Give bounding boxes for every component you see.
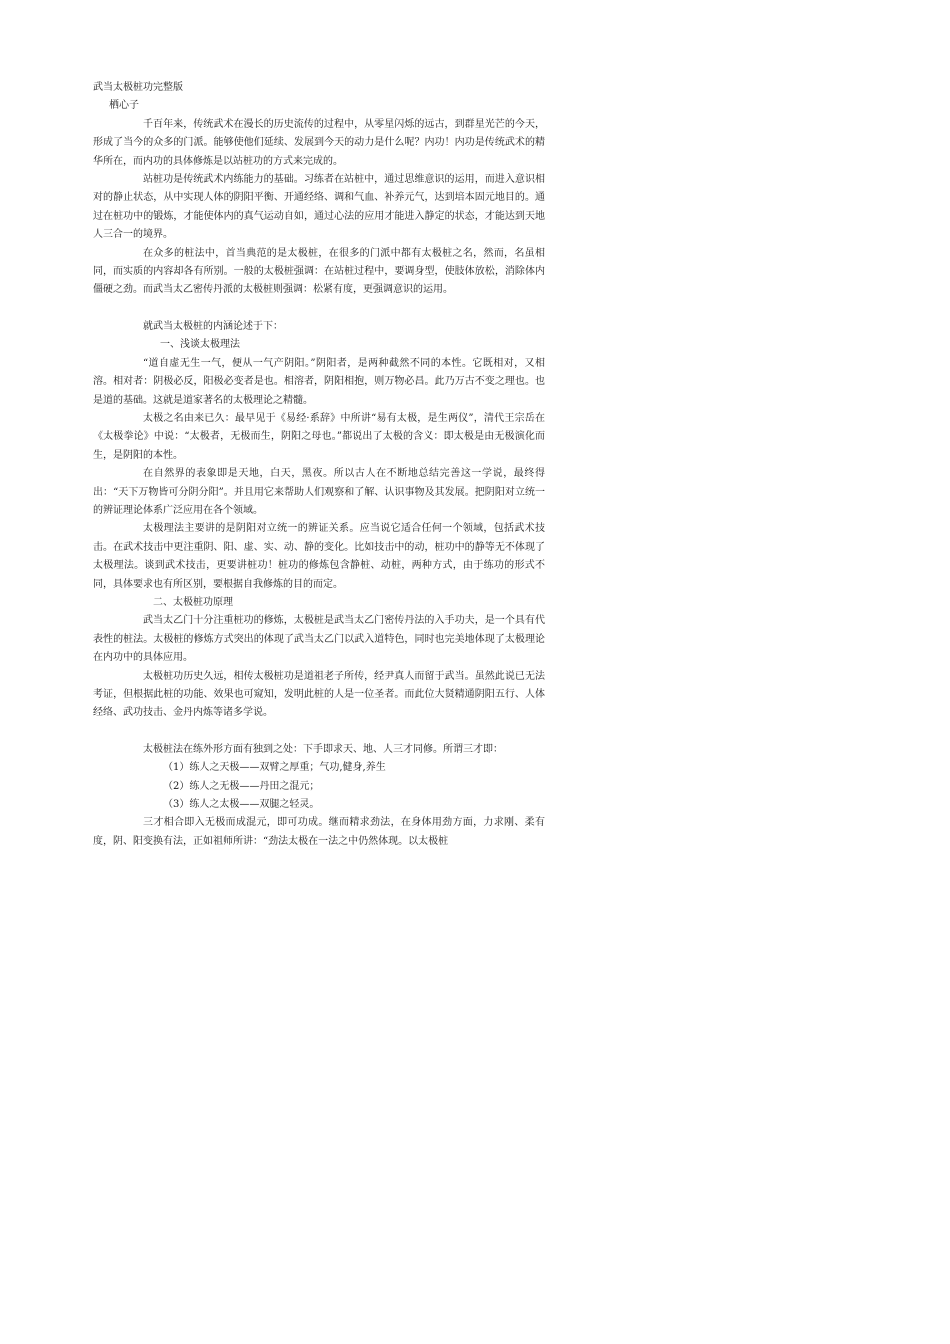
three-talents-item-3: （3）练人之太极——双腿之轻灵。 bbox=[163, 799, 320, 811]
section-1-paragraph-4: 太极理法主要讲的是阴阳对立统一的辨证关系。应当说它适合任何一个领域，包括武术技击。在武术技击中更注重阴、阳、虚、实、动、静的变化。比如技击中的动，桩功中的静等无不体现了太极理法。谈到武术技击，更要讲桩功！桩功的修炼包含静桩、动桩，两种方式，由于练功的形式不同，具体要求也有所区别，要根据自我修炼的目的而定。 bbox=[93, 523, 545, 590]
section-1-paragraph-1: “道自虚无生一气，便从一气产阴阳。”阴阳者，是两种截然不同的本性。它既相对，又相溶。相对者：阴极必反，阳极必变者是也。相溶者，阴阳相抱，则万物必昌。此乃万古不变之理也。也是道的基础。这就是道家著名的太极理论之精髓。 bbox=[93, 357, 545, 406]
three-talents-item-1: （1）练人之天极——双臂之厚重；气功,健身,养生 bbox=[163, 762, 386, 774]
section-2-paragraph-2: 太极桩功历史久远，相传太极桩功是道祖老子所传，经尹真人而留于武当。虽然此说已无法考证，但根据此桩的功能、效果也可窥知，发明此桩的人是一位圣者。而此位大贤精通阴阳五行、人体经络、武功技击、金丹内炼等诸多学说。 bbox=[93, 670, 545, 719]
spacer bbox=[93, 723, 545, 741]
intro-paragraph-3: 在众多的桩法中，首当典范的是太极桩，在很多的门派中都有太极桩之名，然而，名虽相同，而实质的内容却各有所别。一般的太极桩强调：在站桩过程中，要调身型，使肢体放松，消除体内僵硬之劲。而武当太乙密传丹派的太极桩则强调：松紧有度，更强调意识的运用。 bbox=[93, 247, 545, 296]
three-talents-item-2: （2）练人之无极——丹田之混元； bbox=[163, 780, 320, 792]
document-author: 栖心子 bbox=[109, 100, 139, 112]
spacer bbox=[93, 300, 545, 318]
three-talents-closing: 三才相合即入无极而成混元，即可功成。继而精求劲法，在身体用劲方面，力求刚、柔有度，阴、阳变换有法，正如祖师所讲：“劲法太极在一法之中仍然体现。以太极桩 bbox=[93, 817, 545, 847]
intro-paragraph-2: 站桩功是传统武术内练能力的基础。习练者在站桩中，通过思维意识的运用，而进入意识相对的静止状态，从中实现人体的阴阳平衡、开通经络、调和气血、补养元气，达到培本固元地目的。通过在桩功中的锻炼，才能使体内的真气运动自如，通过心法的应用才能进入静定的状态，才能达到天地人三合一的境界。 bbox=[93, 174, 545, 241]
section-1-paragraph-2: 太极之名由来已久：最早见于《易经·系辞》中所讲“易有太极，是生两仪”，清代王宗岳在《太极拳论》中说：“太极者，无极而生，阴阳之母也。”都说出了太极的含义：即太极是由无极演化而生，是阴阳的本性。 bbox=[93, 412, 545, 461]
document-title: 武当太极桩功完整版 bbox=[93, 82, 183, 93]
section-2-paragraph-1: 武当太乙门十分注重桩功的修炼，太极桩是武当太乙门密传丹法的入手功夫，是一个具有代表性的桩法。太极桩的修炼方式突出的体现了武当太乙门以武入道特色，同时也完美地体现了太极理论在内功中的具体应用。 bbox=[93, 615, 545, 664]
section-1-paragraph-3: 在自然界的表象即是天地，白天，黑夜。所以古人在不断地总结完善这一学说，最终得出：“天下万物皆可分阴分阳”。并且用它来帮助人们观察和了解、认识事物及其发展。把阴阳对立统一的辨证理论体系广泛应用在各个领域。 bbox=[93, 468, 545, 516]
lead-paragraph: 就武当太极桩的内涵论述于下： bbox=[143, 320, 283, 332]
document-body bbox=[93, 79, 545, 851]
section-2-heading: 二、太极桩功原理 bbox=[153, 596, 233, 608]
three-talents-intro: 太极桩法在练外形方面有独到之处：下手即求天、地、人三才同修。所谓三才即： bbox=[143, 743, 503, 755]
intro-paragraph-1: 千百年来，传统武术在漫长的历史流传的过程中，从零星闪烁的远古，到群星光芒的今天，形成了当今的众多的门派。能够使他们延续、发展到今天的动力是什么呢？内功！内功是传统武术的精华所在，而内功的具体修炼是以站桩功的方式来完成的。 bbox=[93, 118, 545, 167]
section-1-heading: 一、浅谈太极理法 bbox=[160, 339, 240, 351]
